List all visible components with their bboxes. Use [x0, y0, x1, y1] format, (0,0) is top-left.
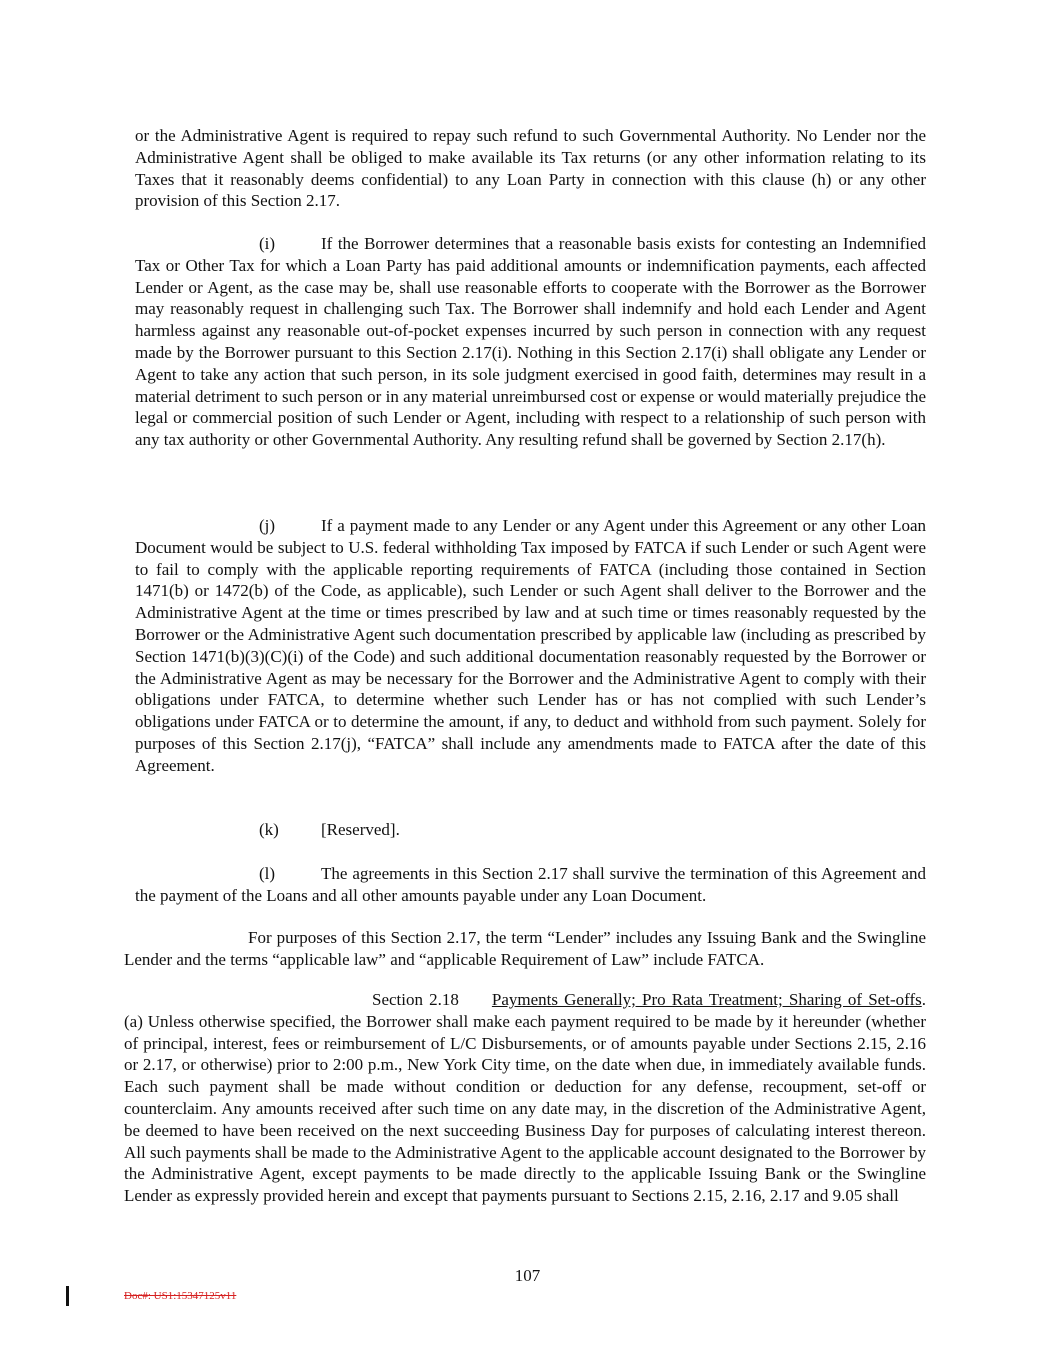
clause-label: (k) [259, 820, 279, 839]
paragraph-h-continued [135, 125, 926, 212]
clause-label: (l) [259, 864, 276, 883]
document-id: Doc#: US1:15347125v11 [124, 1290, 237, 1302]
change-bar [66, 1286, 69, 1306]
paragraph-text: If the Borrower determines that a reasonable basis exists for contesting an Indemnified Tax or Other Tax for which a Loan Party has paid additional amounts or indemnification payments, each affected Lender or Agent, as the case may be, shall use reasonable efforts to cooperate with the Borrower as the Borrower may reasonably request in challenging such Tax. The Borrower shall indemnify and hold each Lender and Agent harmless against any reasonable out-of-pocket expenses incurred by such person in connection with any request made by the Borrower pursuant to this Section 2.17(i). Nothing in this Section 2.17(i) shall obligate any Lender or Agent to take any action that such person, in its sole judgment exercised in good faith, determines may result in a material detriment to such person or in any material unreimbursed cost or expense or would materially prejudice the legal or commercial position of such Lender or Agent, including with respect to a relationship of such person with any tax authority or other Governmental Authority. Any resulting refund shall be governed by Section 2.17(h). [135, 234, 926, 450]
section-heading: Payments Generally; Pro Rata Treatment; Sharing of Set-offs [491, 990, 922, 1009]
section-2-18 [124, 989, 926, 1207]
section-number: Section 2.18 [372, 990, 459, 1009]
paragraph-k [135, 819, 926, 841]
paragraph-i [135, 233, 926, 451]
paragraph-text: or the Administrative Agent is required to repay such refund to such Governmental Authority. No Lender nor the Administrative Agent shall be obliged to make available its Tax returns (or any other information relating to its Taxes that it reasonably deems confidential) to any Loan Party in connection with this clause (h) or any other provision of this Section 2.17. [135, 126, 926, 211]
paragraph-text: [Reserved]. [321, 820, 400, 839]
paragraph-lender-definition [124, 927, 926, 971]
clause-label: (j) [259, 516, 276, 535]
clause-label: (i) [259, 234, 276, 253]
paragraph-text: . (a) Unless otherwise specified, the Borrower shall make each payment required to be made by it hereunder (whether of principal, interest, fees or reimbursement of L/C Disbursements, or of amounts payable under Sections 2.15, 2.16 or 2.17, or otherwise) prior to 2:00 p.m., New York City time, on the date when due, in immediately available funds. Each such payment shall be made without condition or deduction for any defense, recoupment, set-off or counterclaim. Any amounts received after such time on any date may, in the discretion of the Administrative Agent, be deemed to have been received on the next succeeding Business Day for purposes of calculating interest thereon. All such payments shall be made to the Administrative Agent to the applicable account designated to the Borrower by the Administrative Agent, except payments to be made directly to the applicable Issuing Bank or the Swingline Lender as expressly provided herein and except that payments pursuant to Sections 2.15, 2.16, 2.17 and 9.05 shall [124, 990, 926, 1206]
paragraph-text: The agreements in this Section 2.17 shall survive the termination of this Agreement and the payment of the Loans and all other amounts payable under any Loan Document. [135, 864, 926, 905]
paragraph-text: For purposes of this Section 2.17, the term “Lender” includes any Issuing Bank and the Swingline Lender and the terms “applicable law” and “applicable Requirement of Law” include FATCA. [124, 928, 926, 969]
paragraph-text: If a payment made to any Lender or any Agent under this Agreement or any other Loan Document would be subject to U.S. federal withholding Tax imposed by FATCA if such Lender or such Agent were to fail to comply with the applicable reporting requirements of FATCA (including those contained in Section 1471(b) or 1472(b) of the Code, as applicable), such Lender or such Agent shall deliver to the Borrower and the Administrative Agent at the time or times prescribed by law and at such time or times reasonably requested by the Borrower or the Administrative Agent such documentation prescribed by applicable law (including as prescribed by Section 1471(b)(3)(C)(i) of the Code) and such additional documentation reasonably requested by the Borrower or the Administrative Agent as may be necessary for the Borrower and the Administrative Agent to comply with their obligations under FATCA, to determine whether such Lender has or has not complied with such Lender’s obligations under FATCA or to determine the amount, if any, to deduct and withhold from such payment. Solely for purposes of this Section 2.17(j), “FATCA” shall include any amendments made to FATCA after the date of this Agreement. [135, 516, 926, 775]
paragraph-l [135, 863, 926, 907]
paragraph-j [135, 515, 926, 777]
page-number: 107 [514, 1266, 541, 1285]
